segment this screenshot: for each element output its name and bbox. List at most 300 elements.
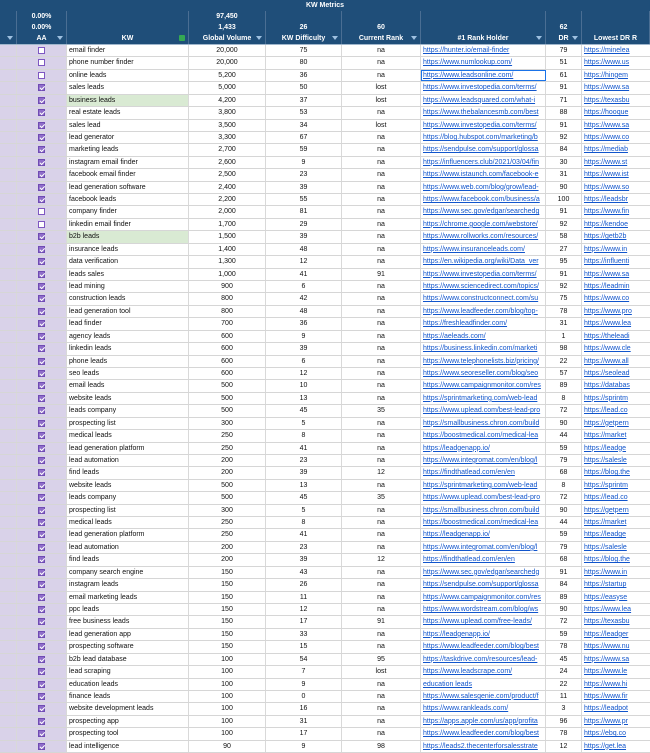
volume-cell[interactable]: 200: [189, 542, 266, 553]
rank-cell[interactable]: 35: [342, 405, 421, 416]
row-select-cell[interactable]: [0, 691, 17, 702]
rank-cell[interactable]: na: [342, 70, 421, 81]
row-select-cell[interactable]: [0, 604, 17, 615]
rank-holder-link[interactable]: https://www.constructconnect.com/su: [421, 293, 546, 304]
dr-cell[interactable]: 22: [546, 356, 582, 367]
rank-holder-link[interactable]: https://www.investopedia.com/terms/: [421, 120, 546, 131]
rank-holder-link[interactable]: https://www.campaignmonitor.com/res: [421, 592, 546, 603]
aa-cell[interactable]: [17, 679, 67, 690]
keyword-cell[interactable]: lead generator: [67, 132, 189, 143]
difficulty-cell[interactable]: 8: [266, 430, 342, 441]
rank-holder-link[interactable]: https://sendpulse.com/support/glossa: [421, 579, 546, 590]
rank-holder-link[interactable]: https://www.insuranceleads.com/: [421, 244, 546, 255]
keyword-cell[interactable]: sales leads: [67, 82, 189, 93]
volume-cell[interactable]: 1,300: [189, 256, 266, 267]
aa-checkbox[interactable]: [38, 407, 45, 414]
difficulty-cell[interactable]: 7: [266, 666, 342, 677]
summary-aa[interactable]: 0.00%: [17, 11, 67, 22]
rank-cell[interactable]: na: [342, 157, 421, 168]
rank-cell[interactable]: na: [342, 182, 421, 193]
rank-holder-link[interactable]: https://boostmedical.com/medical-lea: [421, 517, 546, 528]
rank-holder-link[interactable]: https://www.sec.gov/edgar/searchedg: [421, 567, 546, 578]
header-current-rank[interactable]: [342, 33, 421, 44]
keyword-cell[interactable]: lead mining: [67, 281, 189, 292]
rank-holder-link[interactable]: https://leads2.thecenterforsalesstrate: [421, 741, 546, 752]
aa-cell[interactable]: [17, 542, 67, 553]
difficulty-cell[interactable]: 33: [266, 629, 342, 640]
rank-cell[interactable]: lost: [342, 95, 421, 106]
keyword-cell[interactable]: ppc leads: [67, 604, 189, 615]
aa-cell[interactable]: [17, 418, 67, 429]
rank-cell[interactable]: na: [342, 505, 421, 516]
row-select-cell[interactable]: [0, 480, 17, 491]
lowest-dr-link[interactable]: https://www.in: [584, 568, 628, 576]
row-select-cell[interactable]: [0, 405, 17, 416]
dr-cell[interactable]: 92: [546, 219, 582, 230]
aa-checkbox[interactable]: [38, 432, 45, 439]
aa-checkbox[interactable]: [38, 295, 45, 302]
rank-holder-link[interactable]: https://sendpulse.com/support/glossa: [421, 144, 546, 155]
keyword-cell[interactable]: lead finder: [67, 318, 189, 329]
keyword-cell[interactable]: prospecting software: [67, 641, 189, 652]
difficulty-cell[interactable]: 41: [266, 443, 342, 454]
keyword-cell[interactable]: lead intelligence: [67, 741, 189, 752]
aa-cell[interactable]: [17, 70, 67, 81]
aa-cell[interactable]: [17, 579, 67, 590]
aa-checkbox[interactable]: [38, 134, 45, 141]
difficulty-cell[interactable]: 17: [266, 616, 342, 627]
volume-cell[interactable]: 150: [189, 629, 266, 640]
summary-cell[interactable]: [582, 22, 650, 33]
row-select-cell[interactable]: [0, 182, 17, 193]
rank-cell[interactable]: na: [342, 641, 421, 652]
dr-cell[interactable]: 96: [546, 716, 582, 727]
row-select-cell[interactable]: [0, 616, 17, 627]
lowest-dr-link[interactable]: https://lead.co: [584, 494, 628, 502]
dr-cell[interactable]: 72: [546, 405, 582, 416]
volume-cell[interactable]: 150: [189, 579, 266, 590]
row-select-cell[interactable]: [0, 554, 17, 565]
difficulty-cell[interactable]: 55: [266, 194, 342, 205]
rank-holder-link[interactable]: https://hunter.io/email-finder: [421, 45, 546, 56]
row-select-cell[interactable]: [0, 517, 17, 528]
volume-cell[interactable]: 2,400: [189, 182, 266, 193]
aa-cell[interactable]: [17, 592, 67, 603]
aa-cell[interactable]: [17, 554, 67, 565]
lowest-dr-link[interactable]: https://www.sa: [584, 655, 630, 663]
rank-cell[interactable]: na: [342, 393, 421, 404]
rank-cell[interactable]: na: [342, 703, 421, 714]
rank-cell[interactable]: na: [342, 443, 421, 454]
keyword-cell[interactable]: phone leads: [67, 356, 189, 367]
dr-cell[interactable]: 88: [546, 107, 582, 118]
keyword-cell[interactable]: prospecting list: [67, 505, 189, 516]
lowest-dr-link[interactable]: https://ebq.co: [584, 730, 627, 738]
rank-holder-link[interactable]: https://www.sec.gov/edgar/searchedg: [421, 206, 546, 217]
lowest-dr-link[interactable]: https://market: [584, 432, 627, 440]
dr-cell[interactable]: 31: [546, 169, 582, 180]
rank-cell[interactable]: na: [342, 455, 421, 466]
dr-cell[interactable]: 59: [546, 629, 582, 640]
row-select-cell[interactable]: [0, 654, 17, 665]
dr-cell[interactable]: 100: [546, 194, 582, 205]
lowest-dr-link[interactable]: https://www.us: [584, 59, 630, 67]
aa-checkbox[interactable]: [38, 184, 45, 191]
aa-cell[interactable]: [17, 219, 67, 230]
row-select-cell[interactable]: [0, 380, 17, 391]
lowest-dr-link[interactable]: https://startup: [584, 581, 627, 589]
filter-active-icon[interactable]: [179, 35, 185, 41]
rank-cell[interactable]: na: [342, 281, 421, 292]
row-select-cell[interactable]: [0, 169, 17, 180]
row-select-cell[interactable]: [0, 206, 17, 217]
aa-cell[interactable]: [17, 505, 67, 516]
volume-cell[interactable]: 4,200: [189, 95, 266, 106]
aa-checkbox[interactable]: [38, 618, 45, 625]
dr-cell[interactable]: 79: [546, 45, 582, 56]
difficulty-cell[interactable]: 5: [266, 418, 342, 429]
lowest-dr-link[interactable]: https://seolead: [584, 369, 630, 377]
aa-cell[interactable]: [17, 318, 67, 329]
row-select-cell[interactable]: [0, 318, 17, 329]
aa-cell[interactable]: [17, 741, 67, 752]
keyword-cell[interactable]: leads company: [67, 492, 189, 503]
volume-cell[interactable]: 100: [189, 654, 266, 665]
rank-cell[interactable]: 98: [342, 741, 421, 752]
rank-holder-link[interactable]: https://boostmedical.com/medical-lea: [421, 430, 546, 441]
keyword-cell[interactable]: business leads: [67, 95, 189, 106]
summary-cell[interactable]: [582, 11, 650, 22]
lowest-dr-link[interactable]: https://hooque: [584, 109, 629, 117]
summary-cell[interactable]: [342, 11, 421, 22]
aa-checkbox[interactable]: [38, 47, 45, 54]
aa-checkbox[interactable]: [38, 730, 45, 737]
lowest-dr-link[interactable]: https://www.le: [584, 668, 628, 676]
difficulty-cell[interactable]: 39: [266, 467, 342, 478]
row-select-cell[interactable]: [0, 529, 17, 540]
aa-checkbox[interactable]: [38, 84, 45, 91]
rank-holder-link[interactable]: education leads: [421, 679, 546, 690]
rank-cell[interactable]: na: [342, 293, 421, 304]
volume-cell[interactable]: 600: [189, 343, 266, 354]
rank-cell[interactable]: na: [342, 418, 421, 429]
lowest-dr-link[interactable]: https://www.sa: [584, 270, 630, 278]
difficulty-cell[interactable]: 43: [266, 567, 342, 578]
volume-cell[interactable]: 500: [189, 405, 266, 416]
difficulty-cell[interactable]: 81: [266, 206, 342, 217]
aa-cell[interactable]: [17, 393, 67, 404]
aa-checkbox[interactable]: [38, 308, 45, 315]
lowest-dr-link[interactable]: https://salesle: [584, 456, 627, 464]
volume-cell[interactable]: 100: [189, 703, 266, 714]
summary-cell[interactable]: [67, 22, 189, 33]
volume-cell[interactable]: 600: [189, 368, 266, 379]
header-dr[interactable]: [546, 33, 582, 44]
dr-cell[interactable]: 11: [546, 691, 582, 702]
aa-cell[interactable]: [17, 641, 67, 652]
rank-holder-link[interactable]: https://smallbusiness.chron.com/build: [421, 418, 546, 429]
summary-cell[interactable]: [266, 11, 342, 22]
lowest-dr-link[interactable]: https://www.nu: [584, 643, 630, 651]
dr-cell[interactable]: 91: [546, 567, 582, 578]
row-select-cell[interactable]: [0, 443, 17, 454]
difficulty-cell[interactable]: 41: [266, 269, 342, 280]
rank-holder-link[interactable]: https://www.wordstream.com/blog/ws: [421, 604, 546, 615]
difficulty-cell[interactable]: 39: [266, 554, 342, 565]
lowest-dr-link[interactable]: https://leadge: [584, 531, 627, 539]
row-select-cell[interactable]: [0, 666, 17, 677]
rank-cell[interactable]: na: [342, 679, 421, 690]
aa-cell[interactable]: [17, 194, 67, 205]
dr-cell[interactable]: 8: [546, 393, 582, 404]
row-select-cell[interactable]: [0, 492, 17, 503]
rank-cell[interactable]: na: [342, 356, 421, 367]
dr-cell[interactable]: 68: [546, 554, 582, 565]
row-select-cell[interactable]: [0, 430, 17, 441]
dr-cell[interactable]: 78: [546, 641, 582, 652]
row-select-cell[interactable]: [0, 467, 17, 478]
rank-cell[interactable]: lost: [342, 82, 421, 93]
row-select-cell[interactable]: [0, 579, 17, 590]
difficulty-cell[interactable]: 31: [266, 716, 342, 727]
aa-cell[interactable]: [17, 654, 67, 665]
volume-cell[interactable]: 1,700: [189, 219, 266, 230]
aa-checkbox[interactable]: [38, 320, 45, 327]
keyword-cell[interactable]: lead generation app: [67, 629, 189, 640]
keyword-cell[interactable]: linkedin email finder: [67, 219, 189, 230]
aa-cell[interactable]: [17, 82, 67, 93]
dr-cell[interactable]: 72: [546, 492, 582, 503]
aa-cell[interactable]: [17, 256, 67, 267]
volume-cell[interactable]: 250: [189, 430, 266, 441]
lowest-dr-link[interactable]: https://www.fin: [584, 208, 630, 216]
dr-cell[interactable]: 51: [546, 57, 582, 68]
rank-holder-link[interactable]: https://www.salesgenie.com/product/f: [421, 691, 546, 702]
keyword-cell[interactable]: medical leads: [67, 430, 189, 441]
difficulty-cell[interactable]: 16: [266, 703, 342, 714]
lowest-dr-link[interactable]: https://mediab: [584, 146, 628, 154]
keyword-cell[interactable]: free business leads: [67, 616, 189, 627]
lowest-dr-link[interactable]: https://leadpot: [584, 705, 628, 713]
volume-cell[interactable]: 3,500: [189, 120, 266, 131]
dr-cell[interactable]: 79: [546, 455, 582, 466]
row-select-cell[interactable]: [0, 269, 17, 280]
row-select-cell[interactable]: [0, 343, 17, 354]
lowest-dr-link[interactable]: https://www.st: [584, 158, 628, 166]
aa-checkbox[interactable]: [38, 531, 45, 538]
row-select-cell[interactable]: [0, 132, 17, 143]
difficulty-cell[interactable]: 80: [266, 57, 342, 68]
volume-cell[interactable]: 1,500: [189, 231, 266, 242]
row-select-cell[interactable]: [0, 244, 17, 255]
volume-cell[interactable]: 100: [189, 679, 266, 690]
rank-cell[interactable]: na: [342, 256, 421, 267]
lowest-dr-link[interactable]: https://www.co: [584, 295, 630, 303]
aa-checkbox[interactable]: [38, 693, 45, 700]
aa-cell[interactable]: [17, 182, 67, 193]
aa-cell[interactable]: [17, 691, 67, 702]
aa-checkbox[interactable]: [38, 494, 45, 501]
rank-holder-link[interactable]: https://sprintmarketing.com/web-lead: [421, 393, 546, 404]
summary-cell[interactable]: [421, 22, 546, 33]
rank-holder-link[interactable]: https://www.istaunch.com/facebook-e: [421, 169, 546, 180]
filter-icon[interactable]: [572, 36, 578, 40]
lowest-dr-link[interactable]: https://databas: [584, 382, 630, 390]
difficulty-cell[interactable]: 12: [266, 256, 342, 267]
rank-holder-link[interactable]: https://influencers.club/2021/03/04/fin: [421, 157, 546, 168]
keyword-cell[interactable]: marketing leads: [67, 144, 189, 155]
rank-holder-link[interactable]: https://www.sciencedirect.com/topics/: [421, 281, 546, 292]
row-select-cell[interactable]: [0, 728, 17, 739]
volume-cell[interactable]: 500: [189, 492, 266, 503]
rank-cell[interactable]: na: [342, 45, 421, 56]
aa-checkbox[interactable]: [38, 271, 45, 278]
keyword-cell[interactable]: prospecting tool: [67, 728, 189, 739]
dr-cell[interactable]: 79: [546, 542, 582, 553]
volume-cell[interactable]: 3,800: [189, 107, 266, 118]
difficulty-cell[interactable]: 6: [266, 356, 342, 367]
aa-cell[interactable]: [17, 45, 67, 56]
dr-cell[interactable]: 91: [546, 82, 582, 93]
keyword-cell[interactable]: website leads: [67, 393, 189, 404]
keyword-cell[interactable]: sales lead: [67, 120, 189, 131]
row-select-cell[interactable]: [0, 219, 17, 230]
aa-cell[interactable]: [17, 269, 67, 280]
lowest-dr-link[interactable]: https://www.all: [584, 357, 629, 365]
rank-holder-link[interactable]: https://sprintmarketing.com/web-lead: [421, 480, 546, 491]
aa-cell[interactable]: [17, 604, 67, 615]
rank-cell[interactable]: na: [342, 318, 421, 329]
keyword-cell[interactable]: lead generation tool: [67, 306, 189, 317]
aa-checkbox[interactable]: [38, 643, 45, 650]
lowest-dr-link[interactable]: https://www.fir: [584, 692, 628, 700]
row-select-cell[interactable]: [0, 306, 17, 317]
aa-cell[interactable]: [17, 368, 67, 379]
volume-cell[interactable]: 600: [189, 356, 266, 367]
volume-cell[interactable]: 900: [189, 281, 266, 292]
lowest-dr-link[interactable]: https://texasbu: [584, 96, 630, 104]
dr-cell[interactable]: 75: [546, 293, 582, 304]
keyword-cell[interactable]: finance leads: [67, 691, 189, 702]
rank-holder-link[interactable]: https://freshleadfinder.com/: [421, 318, 546, 329]
aa-checkbox[interactable]: [38, 196, 45, 203]
aa-cell[interactable]: [17, 467, 67, 478]
aa-cell[interactable]: [17, 169, 67, 180]
dr-cell[interactable]: 44: [546, 430, 582, 441]
lowest-dr-link[interactable]: https://www.lea: [584, 605, 632, 613]
volume-cell[interactable]: 3,300: [189, 132, 266, 143]
lowest-dr-link[interactable]: https://theleadi: [584, 332, 630, 340]
header-aa[interactable]: [17, 33, 67, 44]
volume-cell[interactable]: 100: [189, 691, 266, 702]
difficulty-cell[interactable]: 5: [266, 505, 342, 516]
rank-holder-link[interactable]: https://taskdrive.com/resources/lead-: [421, 654, 546, 665]
dr-cell[interactable]: 59: [546, 443, 582, 454]
volume-cell[interactable]: 800: [189, 293, 266, 304]
aa-checkbox[interactable]: [38, 333, 45, 340]
aa-checkbox[interactable]: [38, 507, 45, 514]
lowest-dr-link[interactable]: https://hingem: [584, 71, 628, 79]
dr-cell[interactable]: 71: [546, 95, 582, 106]
lowest-dr-link[interactable]: https://leadger: [584, 630, 629, 638]
volume-cell[interactable]: 500: [189, 393, 266, 404]
keyword-cell[interactable]: lead generation platform: [67, 529, 189, 540]
volume-cell[interactable]: 150: [189, 616, 266, 627]
rank-holder-link[interactable]: https://www.web.com/blog/grow/lead-: [421, 182, 546, 193]
aa-checkbox[interactable]: [38, 159, 45, 166]
row-select-cell[interactable]: [0, 194, 17, 205]
volume-cell[interactable]: 300: [189, 418, 266, 429]
header-kw[interactable]: [67, 33, 189, 44]
rank-cell[interactable]: na: [342, 430, 421, 441]
aa-cell[interactable]: [17, 703, 67, 714]
difficulty-cell[interactable]: 0: [266, 691, 342, 702]
keyword-cell[interactable]: leads company: [67, 405, 189, 416]
row-select-cell[interactable]: [0, 455, 17, 466]
aa-checkbox[interactable]: [38, 556, 45, 563]
difficulty-cell[interactable]: 26: [266, 579, 342, 590]
volume-cell[interactable]: 100: [189, 666, 266, 677]
difficulty-cell[interactable]: 23: [266, 542, 342, 553]
aa-checkbox[interactable]: [38, 171, 45, 178]
aa-checkbox[interactable]: [38, 382, 45, 389]
difficulty-cell[interactable]: 9: [266, 741, 342, 752]
lowest-dr-link[interactable]: https://www.sa: [584, 84, 630, 92]
dr-cell[interactable]: 1: [546, 331, 582, 342]
rank-cell[interactable]: na: [342, 331, 421, 342]
lowest-dr-link[interactable]: https://www.lea: [584, 320, 632, 328]
aa-checkbox[interactable]: [38, 445, 45, 452]
aa-cell[interactable]: [17, 206, 67, 217]
aa-checkbox[interactable]: [38, 656, 45, 663]
rank-holder-link[interactable]: https://www.uplead.com/best-lead-pro: [421, 492, 546, 503]
dr-cell[interactable]: 89: [546, 592, 582, 603]
aa-checkbox[interactable]: [38, 345, 45, 352]
difficulty-cell[interactable]: 39: [266, 231, 342, 242]
keyword-cell[interactable]: lead generation software: [67, 182, 189, 193]
dr-cell[interactable]: 8: [546, 480, 582, 491]
difficulty-cell[interactable]: 37: [266, 95, 342, 106]
difficulty-cell[interactable]: 8: [266, 517, 342, 528]
aa-cell[interactable]: [17, 517, 67, 528]
aa-cell[interactable]: [17, 356, 67, 367]
lowest-dr-link[interactable]: https://blog.the: [584, 469, 630, 477]
aa-cell[interactable]: [17, 132, 67, 143]
lowest-dr-link[interactable]: https://www.in: [584, 245, 628, 253]
row-select-cell[interactable]: [0, 45, 17, 56]
row-select-cell[interactable]: [0, 293, 17, 304]
aa-checkbox[interactable]: [38, 581, 45, 588]
rank-holder-link[interactable]: https://www.facebook.com/business/a: [421, 194, 546, 205]
lowest-dr-link[interactable]: https://www.sa: [584, 121, 630, 129]
aa-checkbox[interactable]: [38, 233, 45, 240]
row-select-cell[interactable]: [0, 144, 17, 155]
rank-cell[interactable]: na: [342, 132, 421, 143]
volume-cell[interactable]: 1,400: [189, 244, 266, 255]
difficulty-cell[interactable]: 42: [266, 293, 342, 304]
lowest-dr-link[interactable]: https://salesle: [584, 543, 627, 551]
keyword-cell[interactable]: prospecting list: [67, 418, 189, 429]
difficulty-cell[interactable]: 36: [266, 70, 342, 81]
aa-cell[interactable]: [17, 492, 67, 503]
rank-cell[interactable]: lost: [342, 120, 421, 131]
keyword-cell[interactable]: find leads: [67, 467, 189, 478]
keyword-cell[interactable]: linkedin leads: [67, 343, 189, 354]
rank-cell[interactable]: na: [342, 343, 421, 354]
rank-cell[interactable]: 95: [342, 654, 421, 665]
row-select-cell[interactable]: [0, 281, 17, 292]
dr-cell[interactable]: 58: [546, 231, 582, 242]
